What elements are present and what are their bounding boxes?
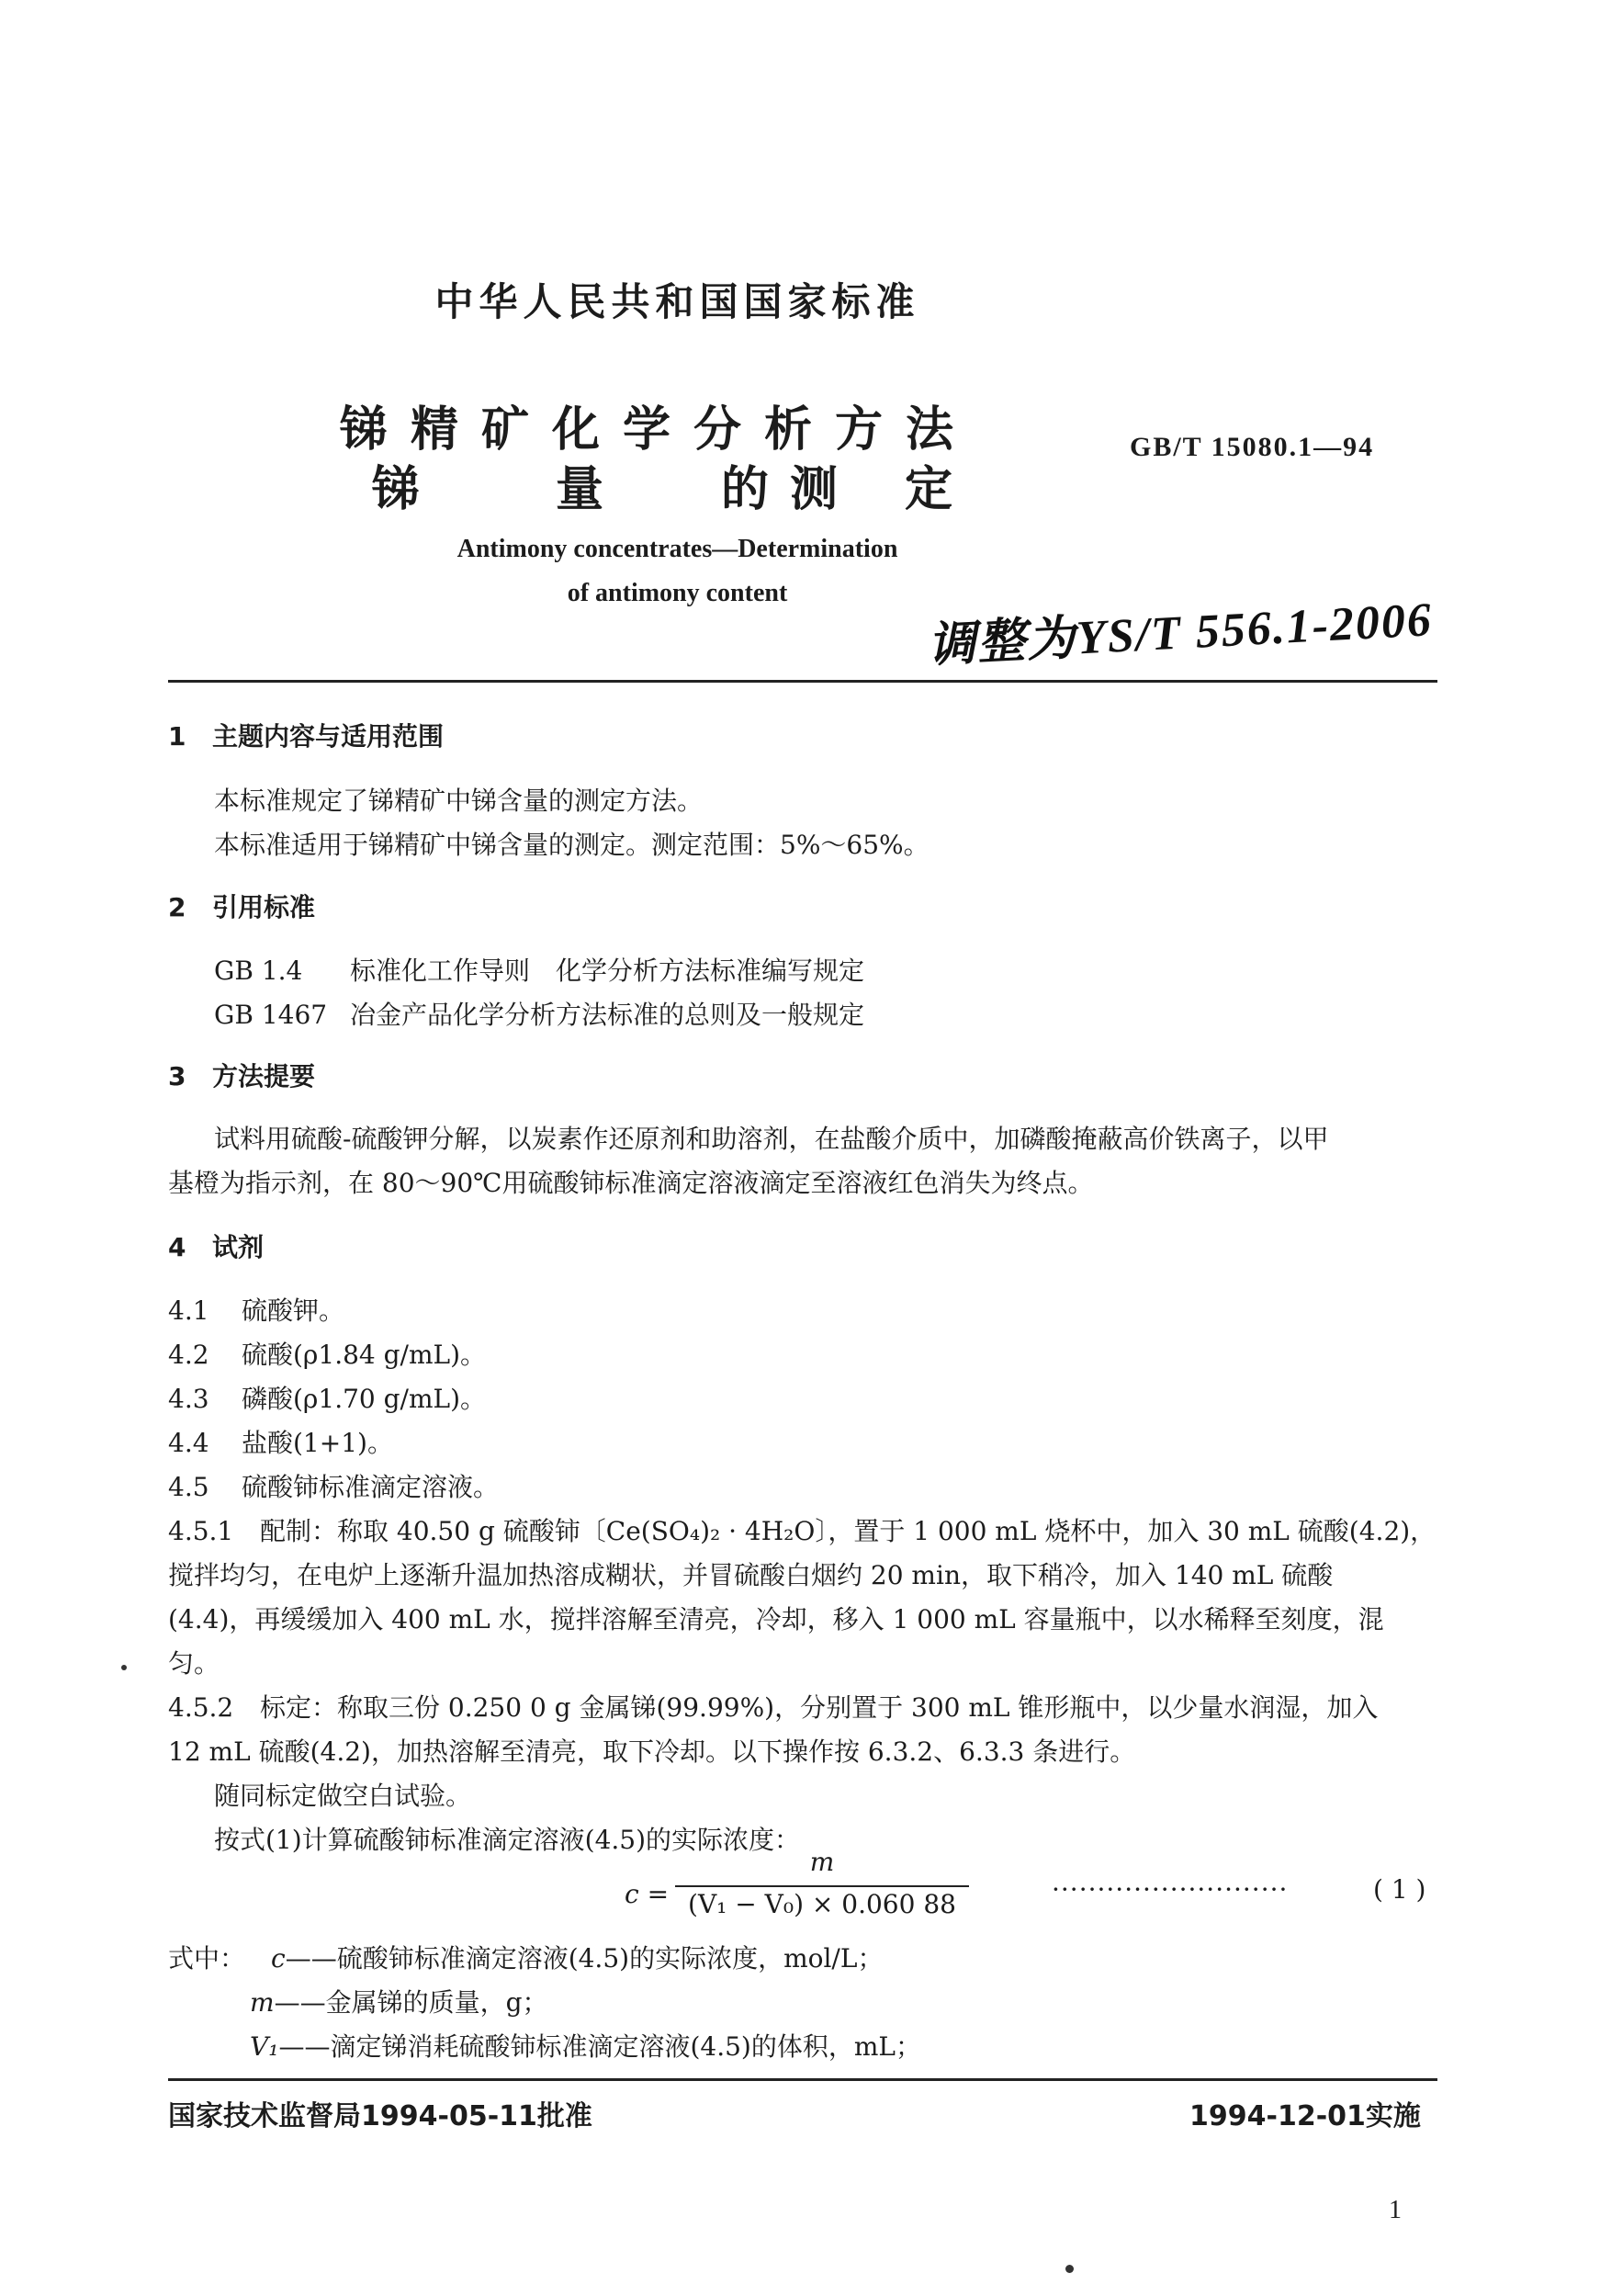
formula-leader-dots: ·························· xyxy=(1052,1874,1289,1905)
handwritten-annotation: 调整为YS/T 556.1-2006 xyxy=(926,594,1435,673)
formula-numerator: m xyxy=(809,1847,835,1877)
where-item: V₁——滴定锑消耗硫酸铈标准滴定溶液(4.5)的体积，mL； xyxy=(250,2031,921,2062)
fraction-bar xyxy=(675,1885,969,1887)
approval-line: 国家技术监督局1994-05-11批准 xyxy=(168,2100,592,2132)
formula-lhs: c = xyxy=(625,1879,670,1909)
reagent-item: 4.3 磷酸(ρ1.70 g/mL)。 xyxy=(168,1384,487,1414)
title2-char: 测 xyxy=(790,462,839,517)
section-heading-3: 3 方法提要 xyxy=(168,1061,316,1091)
paragraph: (4.4)，再缓缓加入 400 mL 水，搅拌溶解至清亮，冷却，移入 1 000 mL 容量瓶中，以水稀释至刻度，混 xyxy=(168,1604,1384,1634)
page-number: 1 xyxy=(1389,2196,1402,2224)
document-title-line1: 锑精矿化学分析方法 xyxy=(340,402,977,458)
reference-item: GB 1467 冶金产品化学分析方法标准的总则及一般规定 xyxy=(214,1000,865,1030)
equation-number: ( 1 ) xyxy=(1373,1874,1426,1905)
paragraph-4-5-1: 4.5.1 配制：称取 40.50 g 硫酸铈〔Ce(SO₄)₂ · 4H₂O〕，置于 1 000 mL 烧杯中，加入 30 mL 硫酸(4.2)， xyxy=(168,1516,1437,1546)
scan-speck xyxy=(1065,2265,1074,2273)
english-title-line2: of antimony content xyxy=(567,579,788,607)
paragraph: 12 mL 硫酸(4.2)，加热溶解至清亮，取下冷却。以下操作按 6.3.2、6.3.3 条进行。 xyxy=(168,1736,1136,1767)
paragraph: 本标准规定了锑精矿中锑含量的测定方法。 xyxy=(214,786,704,816)
section-heading-2: 2 引用标准 xyxy=(168,892,316,922)
paragraph: 匀。 xyxy=(168,1648,220,1679)
paragraph-4-5-2: 4.5.2 标定：称取三份 0.250 0 g 金属锑(99.99%)，分别置于 300 mL 锥形瓶中，以少量水润湿，加入 xyxy=(168,1692,1379,1723)
where-item: m——金属锑的质量，g； xyxy=(250,1987,548,2018)
reference-item: GB 1.4 标准化工作导则 化学分析方法标准编写规定 xyxy=(214,956,865,986)
paragraph: 按式(1)计算硫酸铈标准滴定溶液(4.5)的实际浓度： xyxy=(214,1825,801,1855)
national-standard-heading: 中华人民共和国国家标准 xyxy=(434,279,920,324)
paragraph: 基橙为指示剂，在 80～90℃用硫酸铈标准滴定溶液滴定至溶液红色消失为终点。 xyxy=(168,1168,1094,1198)
title2-char: 的 xyxy=(721,462,770,517)
title2-char: 定 xyxy=(905,462,953,517)
standard-number: GB/T 15080.1—94 xyxy=(1130,432,1375,462)
formula-denominator: (V₁ − V₀) × 0.060 88 xyxy=(688,1889,956,1919)
reagent-item: 4.5 硫酸铈标准滴定溶液。 xyxy=(168,1472,500,1502)
section-heading-1: 1 主题内容与适用范围 xyxy=(168,721,445,752)
paragraph: 本标准适用于锑精矿中锑含量的测定。测定范围：5%～65%。 xyxy=(214,830,930,860)
where-item: c——硫酸铈标准滴定溶液(4.5)的实际浓度，mol/L； xyxy=(271,1943,884,1974)
english-title-line1: Antimony concentrates—Determination xyxy=(456,535,898,563)
footer-divider xyxy=(168,2078,1437,2081)
reagent-item: 4.2 硫酸(ρ1.84 g/mL)。 xyxy=(168,1340,487,1370)
paragraph: 试料用硫酸-硫酸钾分解，以炭素作还原剂和助溶剂，在盐酸介质中，加磷酸掩蔽高价铁离子，以甲 xyxy=(214,1124,1329,1154)
paragraph: 搅拌均匀，在电炉上逐渐升温加热溶成糊状，并冒硫酸白烟约 20 min，取下稍冷，加入 140 mL 硫酸 xyxy=(168,1560,1334,1590)
where-label: 式中： xyxy=(168,1943,246,1974)
reagent-item: 4.4 盐酸(1+1)。 xyxy=(168,1428,393,1458)
section-heading-4: 4 试剂 xyxy=(168,1232,265,1262)
paragraph: 随同标定做空白试验。 xyxy=(214,1781,472,1811)
reagent-item: 4.1 硫酸钾。 xyxy=(168,1295,345,1326)
title2-char: 量 xyxy=(556,462,604,517)
implementation-date: 1994-12-01实施 xyxy=(1189,2100,1421,2132)
scan-speck xyxy=(121,1665,127,1670)
title2-char: 锑 xyxy=(372,462,421,517)
header-divider xyxy=(168,680,1437,683)
